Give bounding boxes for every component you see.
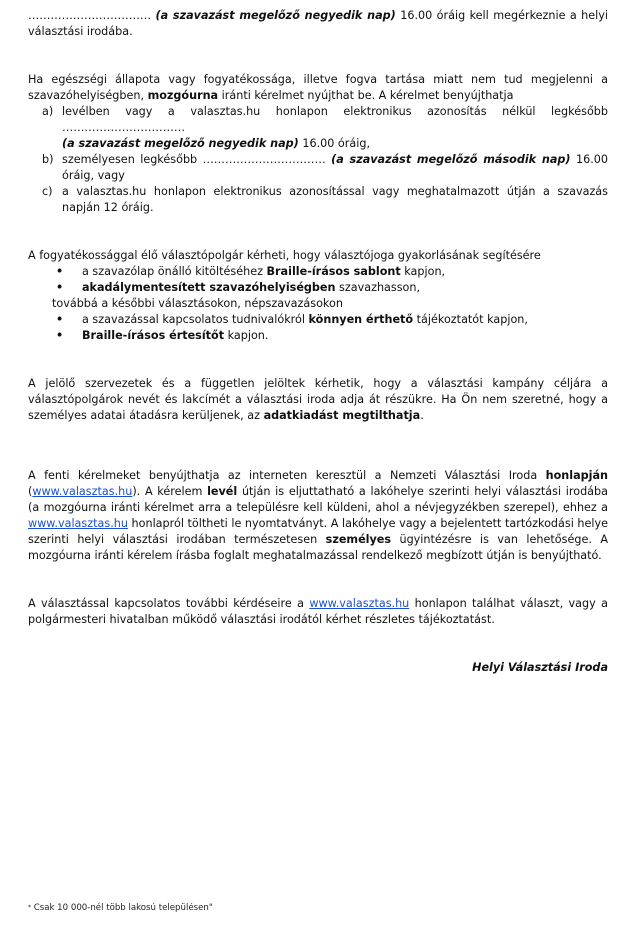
mobile-ballot-paragraph: Ha egészségi állapota vagy fogyatékossága, illetve fogva tartása miatt nem tud megjelenni a szavazóhelyiségben, mozgóurna iránti kérelmet nyújthat be. A kérelmet benyújthatja — [28, 73, 608, 102]
valasztas-link[interactable]: www.valasztas.hu — [28, 517, 128, 530]
bullet-icon: • — [56, 313, 64, 326]
bullet-icon: • — [56, 265, 64, 278]
valasztas-link[interactable]: www.valasztas.hu — [32, 485, 133, 498]
data-release-paragraph: A jelölő szervezetek és a független jelöltek kérhetik, hogy a választási kampány céljára a választópolgárok nevét és lakcímét a választási iroda adja át részükre. Ha Ön nem szeretné, hogy a személyes adatai átadásra kerüljenek, az adatkiadást megtilthatja. — [28, 377, 608, 422]
intro-paragraph — [28, 8, 608, 40]
list-item: b) személyesen legkésőbb …………………………… (a szavazást megelőző második nap) 16.00 óráig, vagy — [42, 153, 608, 182]
list-item: • a szavazással kapcsolatos tudnivalókról könnyen érthető tájékoztatót kapjon, — [56, 313, 528, 326]
list-item: • a szavazólap önálló kitöltéséhez Braille-írásos sablont kapjon, — [56, 265, 446, 278]
bullet-icon: • — [56, 281, 64, 294]
blank-dots: …………………………… — [28, 9, 152, 22]
valasztas-link[interactable]: www.valasztas.hu — [309, 597, 410, 610]
list-item: • Braille-írásos értesítőt kapjon. — [56, 329, 269, 342]
questions-paragraph: A választással kapcsolatos további kérdéseire a www.valasztas.hu honlapon találhat választ, vagy a polgármesteri hivatalban működő választási irodától kérhet részletes tájékoztatást. — [28, 597, 608, 626]
disability-list-1 — [28, 264, 608, 296]
further-elections-text: továbbá a későbbi választásokon, népszavazásokon — [52, 297, 343, 310]
footnote-text: Csak 10 000-nél több lakosú településen" — [31, 903, 213, 913]
signature: Helyi Választási Iroda — [472, 661, 608, 674]
intro-text: 16.00 óráig kell megérkeznie a helyi választási irodába. — [28, 9, 608, 38]
footnote-mark: * — [28, 904, 31, 911]
list-item: c) a valasztas.hu honlapon elektronikus azonosítással vagy meghatalmazott útján a szavazás napján 12 óráig. — [42, 185, 608, 214]
document-body — [28, 8, 608, 676]
deadline-emphasis: (a szavazást megelőző negyedik nap) — [155, 9, 396, 22]
mobile-ballot-term: mozgóurna — [147, 89, 219, 102]
footnote — [28, 902, 213, 914]
disability-paragraph: A fogyatékossággal élő választópolgár kérheti, hogy választójoga gyakorlásának segítésére — [28, 249, 541, 262]
submission-options-list — [28, 104, 608, 216]
submission-paragraph: A fenti kérelmeket benyújthatja az interneten keresztül a Nemzeti Választási Iroda honlapján (www.valasztas.hu). A kérelem levél útján is eljuttatható a lakóhelye szerinti helyi választási irodába (a mozgóurna iránti kérelmet arra a településre kell küldeni, ahol a névjegyzékben szerepel), ehhez a www.valasztas.hu honlapról töltheti le nyomtatványt. A lakóhelye vagy a bejelentett tartózkodási helye szerinti helyi választási irodában természetesen személyes ügyintézésre is van lehetősége. A mozgóurna iránti kérelem írásba foglalt meghatalmazással rendelkező megbízott útján is benyújtható. — [28, 469, 608, 562]
list-item: • akadálymentesített szavazóhelyiségben szavazhasson, — [56, 281, 421, 294]
disability-list-2 — [28, 312, 608, 344]
bullet-icon: • — [56, 329, 64, 342]
list-item: a) levélben vagy a valasztas.hu honlapon elektronikus azonosítás nélkül legkésőbb …………………………… (a szavazást megelőző negyedik nap) 16.00 óráig, — [42, 105, 608, 150]
